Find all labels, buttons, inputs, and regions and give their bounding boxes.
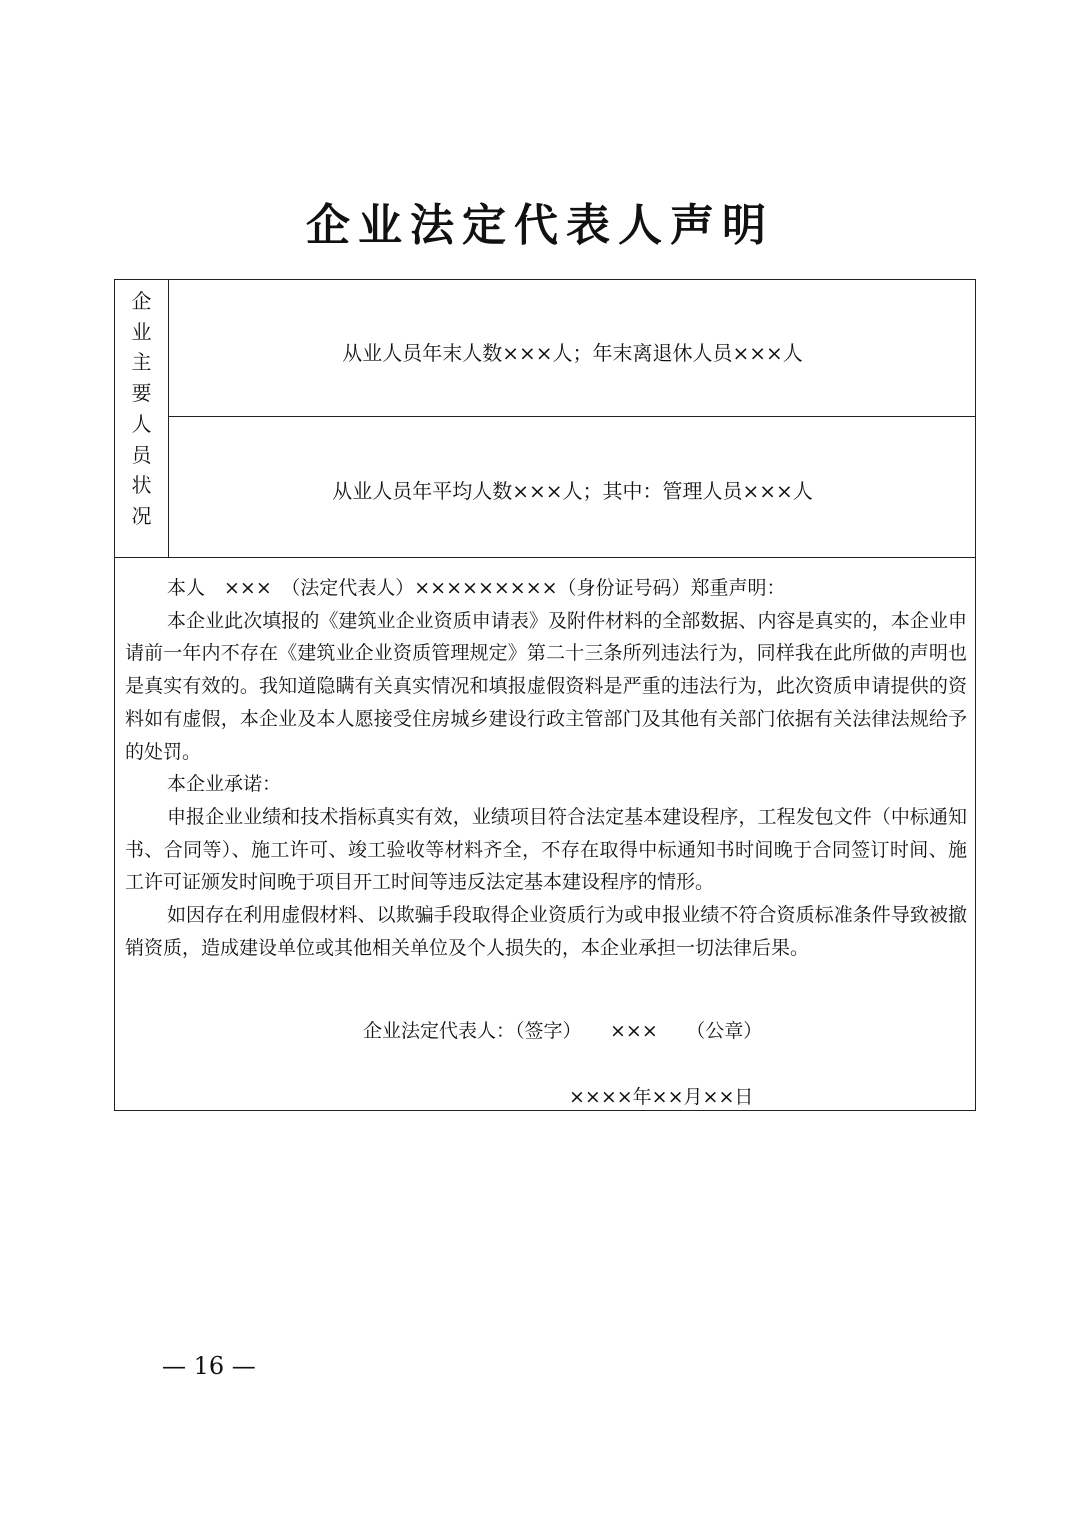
label-char: 员 (131, 442, 152, 467)
staff-year-end-text: 从业人员年末人数×××人；年末离退休人员×××人 (342, 340, 803, 365)
declaration-body (125, 572, 967, 964)
label-char: 状 (131, 473, 152, 498)
staff-average-row (169, 417, 976, 557)
page-number: — 16 — (162, 1352, 256, 1380)
label-char: 人 (131, 411, 152, 436)
label-char: 况 (131, 503, 152, 528)
label-char: 企 (131, 289, 152, 313)
staff-average-text: 从业人员年平均人数×××人；其中：管理人员×××人 (332, 478, 813, 503)
label-char: 主 (131, 350, 152, 375)
label-char: 要 (131, 381, 152, 406)
declaration-paragraph: 本企业此次填报的《建筑业企业资质申请表》及附件材料的全部数据、内容是真实的，本企业申请前一年内不存在《建筑业企业资质管理规定》第二十三条所列违法行为，同样我在此所做的声明也是真实有效的。我知道隐瞒有关真实情况和填报虚假资料是严重的违法行为，此次资质申请提供的资料如有虚假，本企业及本人愿接受住房城乡建设行政主管部门及其他有关部门依据有关法律法规给予的处罚。 (125, 609, 967, 763)
declaration-section (115, 557, 975, 1110)
declaration-paragraph: 如因存在利用虚假材料、以欺骗手段取得企业资质行为或申报业绩不符合资质标准条件导致被撤销资质，造成建设单位或其他相关单位及个人损失的，本企业承担一切法律后果。 (125, 904, 967, 959)
document-title: 企业法定代表人声明 (306, 200, 774, 251)
declaration-form-table (114, 279, 976, 1111)
staff-status-label (115, 280, 169, 557)
declaration-paragraph: 本企业承诺： (167, 773, 282, 796)
signature-line: 企业法定代表人：（签字） ××× （公章） (363, 1020, 763, 1042)
label-char: 业 (131, 319, 152, 344)
declaration-paragraph: 申报企业业绩和技术指标真实有效，业绩项目符合法定基本建设程序，工程发包文件（中标通知书、合同等）、施工许可、竣工验收等材料齐全，不存在取得中标通知书时间晚于合同签订时间、施工许可证颁发时间晚于项目开工时间等违反法定基本建设程序的情形。 (125, 805, 967, 894)
date-line: ××××年××月××日 (569, 1086, 754, 1108)
declaration-paragraph: 本人 ××× （法定代表人）×××××××××（身份证号码）郑重声明： (167, 577, 786, 599)
staff-year-end-row (169, 280, 976, 417)
